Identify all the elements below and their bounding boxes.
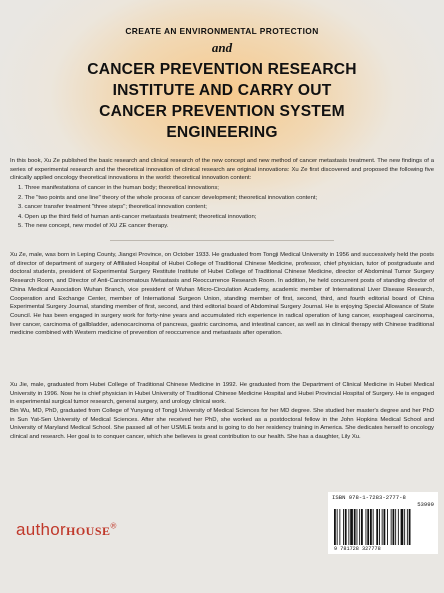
barcode-digits: 9 781728 327778 — [334, 546, 381, 552]
innovation-item: 1. Three manifestations of cancer in the human body; theoretical innovations; — [18, 185, 219, 191]
section-divider — [110, 240, 334, 241]
innovation-item: 5. The new concept, new model of XU ZE cancer therapy. — [18, 223, 169, 230]
intro-paragraph — [10, 157, 434, 183]
innovation-item: 2. The "two points and one line" theory of the whole process of cancer development; theoretical innovation content; — [18, 194, 318, 201]
bio-bin-wu — [10, 407, 434, 442]
barcode-icon — [334, 509, 432, 545]
cover-header — [0, 26, 444, 143]
subtitle-conjunction: and — [211, 40, 233, 55]
book-title-line: INSTITUTE AND CARRY OUT — [112, 82, 332, 99]
price-code: 53999 — [417, 501, 434, 508]
subtitle-top-line: CREATE AN ENVIRONMENTAL PROTECTION — [125, 26, 319, 36]
publisher-logo-part1: author — [16, 520, 67, 539]
innovations-list — [18, 184, 317, 232]
innovation-item: 3. cancer transfer treatment "three steps"; theoretical innovation content; — [18, 204, 207, 211]
bio-bin-wu-text: Bin Wu, MD, PhD, graduated from College of Yunyang of Tongji University of Medical Sciences for her MD degree. She studied her master's degree and her PhD in Sun Yat-Sen University of Medical Sciences. After she received her PhD, she worked as a postdoctoral fellow in the John Hopkins Medical School and University of Maryland Medical School. She passed all of her USMLE tests and is going to do her residency training in America. She dedicates herself to oncology clinical and research. Her goal is to conquer cancer, which she believes is great contribution to our health. She has a daughter, Lily Xu. — [10, 408, 434, 441]
bio-xu-jie — [10, 381, 434, 407]
book-title-line: CANCER PREVENTION SYSTEM — [99, 103, 345, 120]
book-title-line: CANCER PREVENTION RESEARCH — [87, 61, 357, 78]
bio-xu-ze-text: Xu Ze, male, was born in Leping County, Jiangxi Province, on October 1933. He graduated from Tongji Medical University in 1956 and successively held the posts of director of department of surgery of Affiliated Hospital of Hubei College of Traditional Chinese Medicine, professor, chief physician, tutor of postgraduate and doctoral students, president of Experimental Surgery Restitute Institute of Hubei College of Traditional Chinese Medicine, director of Abdominal Tumor Surgery Research Room, and Director of Anti-Carcinomatous Metastasis and Reoccurrence Research Room. In addition, he held concurrent posts of standing director of China Medical Association Wuhan Branch, vice president of Wuhan Micro-Circulation Academy, academic member of International Liver Disease Research, Cooperation and Exchange Center, member of International Surgeon Union, standing member of first, second, third, and fourth editorial board of China Experimental Surgery Journal, standing member of first, second, and third editorial board of Abdominal Surgery Journal. He is enjoying Special Allowance of State Council. He has been engaged in surgery work for forty-nine years and accumulated rich experience in radical operation of lung cancer, esophageal carcinoma, liver cancer, carcinoma of gallbladder, adenocarcinoma of pancreas, gastric carcinoma, and intestinal cancer, as well as in clinical therapy with Chinese traditional medicine combined with Western medicine of prevention of reoccurrence and metastasis after operation. — [10, 252, 434, 337]
publisher-logo-mark: ® — [110, 521, 117, 531]
isbn-text: ISBN 978-1-7283-2777-8 — [332, 494, 406, 501]
barcode-panel — [328, 492, 438, 554]
bio-xu-jie-text: Xu Jie, male, graduated from Hubei College of Traditional Chinese Medicine in 1992. He graduated from the Department of Clinical Medicine in Hubei Medical University in 1996. Now he is chief physician in Hubei University of Traditional Chinese Medicine Hospital and Hubei Provincial Hospital of Surgery. He is engaged in experimental surgical tumor research, general surgery, and urology clinical work. — [10, 382, 434, 406]
publisher-logo-part2: HOUSE — [66, 524, 111, 538]
book-title — [0, 59, 444, 143]
book-title-line: ENGINEERING — [166, 124, 278, 141]
bio-xu-ze — [10, 251, 434, 338]
innovation-item: 4. Open up the third field of human anti-cancer metastasis treatment; theoretical innovation; — [18, 213, 257, 220]
publisher-logo — [16, 520, 117, 540]
intro-text: In this book, Xu Ze published the basic research and clinical research of the new concept and new method of cancer metastasis treatment. The new findings of a series of experimental research and the theoretical innovation of clinical research are original innovations: Xu Ze first discovered and proposed the following five clinically applied oncology theoretical innovations in the world: theoretical innovation content: — [10, 158, 434, 182]
